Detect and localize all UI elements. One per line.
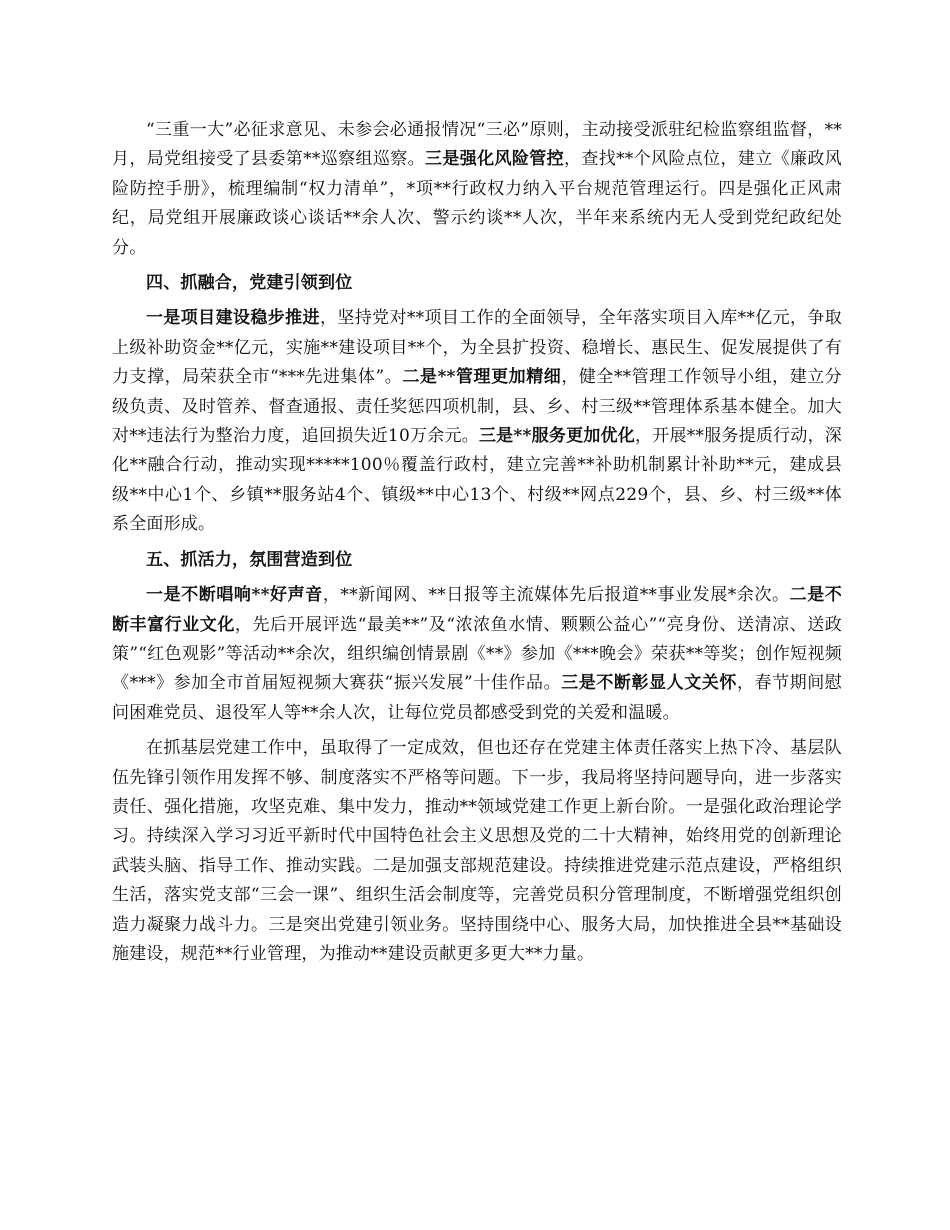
- text-run: ，先后开展评选“最美**”及“浓浓鱼水情、颗颗公益心”“亮身份、送清凉、送政策”“红色观影”等活动**余次，组织编创情景剧《**》参加《***晚会》荣获**等奖；创作短视频《***》参加全市首届短视频大赛获“振兴发展”十佳作品。: [112, 614, 842, 694]
- text-run: ，健全**管理工作领导小组，建立分级负责、及时管养、督查通报、责任奖惩四项机制，县、乡、村三级**管理体系基本健全。加大对**违法行为整治力度，追回损失近10万余元。: [112, 367, 843, 447]
- bold-run: 三是强化风险管控: [424, 149, 564, 170]
- bold-run: 三是**服务更加优化: [478, 426, 636, 447]
- text-run: “三重一大”必征求意见、未参会必通报情况“三必”原则，主动接受派驻纪检监察组监督，**月，局党组接受了县委第**巡察组巡察。: [112, 120, 842, 170]
- bold-run: 三是不断彰显人文关怀: [561, 673, 737, 694]
- paragraph-vitality: [112, 581, 842, 728]
- bold-run: 一是项目建设稳步推进: [146, 308, 320, 329]
- bold-run: 二是不断丰富行业文化: [112, 585, 843, 635]
- text-run: ，坚持党对**项目工作的全面领导，全年落实项目入库**亿元，争取上级补助资金**亿元，实施**建设项目**个，为全县扩投资、稳增长、惠民生、促发展提供了有力支撑，局荣获全市“***先进集体”。: [112, 308, 842, 388]
- paragraph-discipline: [112, 116, 842, 263]
- paragraph-next-steps: [112, 734, 842, 969]
- text-run: ，春节期间慰问困难党员、退役军人等**余人次，让每位党员都感受到党的关爱和温暖。: [112, 673, 843, 723]
- bold-run: 一是不断唱响**好声音: [146, 585, 323, 606]
- paragraph-integration: [112, 304, 842, 539]
- section-heading-four: 四、抓融合，党建引领到位: [146, 273, 353, 294]
- document-page: [112, 116, 842, 969]
- text-run: ，开展**服务提质行动，深化**融合行动，推动实现*****100％覆盖行政村，建立完善**补助机制累计补助**元，建成县级**中心1个、乡镇**服务站4个、镇级**中心13个、村级**网点229个，县、乡、村三级**体系全面形成。: [112, 426, 842, 535]
- text-run: ，**新闻网、**日报等主流媒体先后报道**事业发展*余次。: [322, 585, 790, 606]
- bold-run: 二是**管理更加精细: [402, 367, 562, 388]
- section-heading-five: 五、抓活力，氛围营造到位: [146, 549, 353, 570]
- text-run: ，查找**个风险点位，建立《廉政风险防控手册》，梳理编制“权力清单”，*项**行政权力纳入平台规范管理运行。四是强化正风肃纪，局党组开展廉政谈心谈话**余人次、警示约谈**人次，半年来系统内无人受到党纪政纪处分。: [112, 149, 842, 258]
- text-run: 在抓基层党建工作中，虽取得了一定成效，但也还存在党建主体责任落实上热下冷、基层队伍先锋引领作用发挥不够、制度落实不严格等问题。下一步，我局将坚持问题导向，进一步落实责任、强化措施，攻坚克难、集中发力，推动**领域党建工作更上新台阶。一是强化政治理论学习。持续深入学习习近平新时代中国特色社会主义思想及党的二十大精神，始终用党的创新理论武装头脑、指导工作、推动实践。二是加强支部规范建设。持续推进党建示范点建设，严格组织生活，落实党支部“三会一课”、组织生活会制度等，完善党员积分管理制度，不断增强党组织创造力凝聚力战斗力。三是突出党建引领业务。坚持围绕中心、服务大局，加快推进全县**基础设施建设，规范**行业管理，为推动**建设贡献更多更大**力量。: [112, 738, 842, 964]
